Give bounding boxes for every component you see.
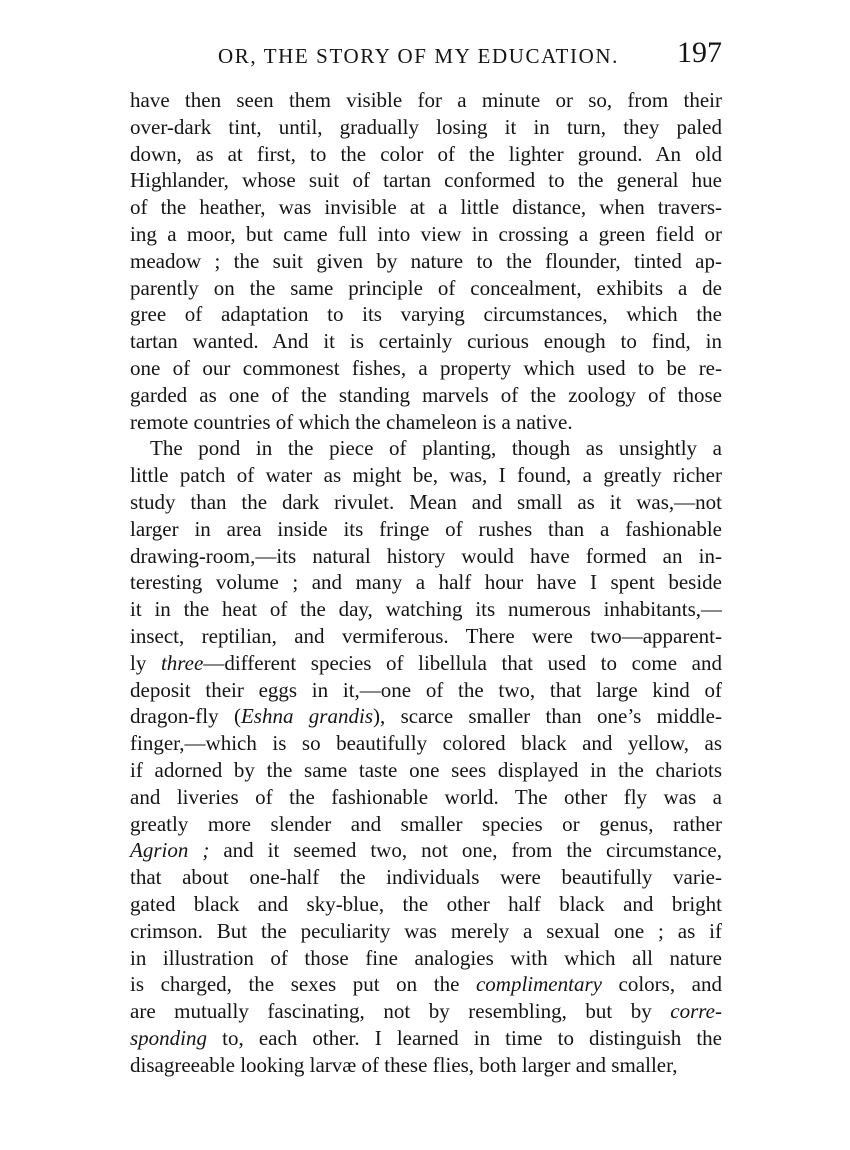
text-line: ly three—different species of libellula that used to come and [130, 650, 722, 675]
italic-text: three [160, 650, 204, 675]
text-line: The pond in the piece of planting, though as unsightly a [150, 436, 722, 461]
text-line: gree of adaptation to its varying circumstances, which the [130, 302, 722, 327]
page-number: 197 [677, 36, 722, 69]
text-line: ing a moor, but came full into view in crossing a green field or [130, 221, 722, 246]
text-line: in illustration of those fine analogies with which all nature [130, 945, 722, 970]
text-line: have then seen them visible for a minute or so, from their [130, 88, 722, 112]
text-line: remote countries of which the chameleon is a native. [130, 409, 573, 434]
text-line: little patch of water as might be, was, I found, a greatly richer [130, 463, 722, 488]
body-text [130, 87, 722, 1078]
text-line: are mutually fascinating, not by resembling, but by corre- [130, 999, 722, 1024]
text-line: Highlander, whose suit of tartan conformed to the general hue [130, 168, 722, 193]
text-line: that about one-half the individuals were beautifully varie- [130, 865, 722, 890]
text-line: if adorned by the same taste one sees displayed in the chariots [130, 757, 722, 782]
text-line: is charged, the sexes put on the complimentary colors, and [130, 972, 722, 997]
text-line: study than the dark rivulet. Mean and small as it was,—not [130, 489, 722, 514]
text-line: meadow ; the suit given by nature to the flounder, tinted ap- [130, 248, 722, 273]
running-head: OR, THE STORY OF MY EDUCATION. [218, 44, 619, 68]
paragraph [130, 435, 722, 1078]
italic-text: Eshna grandis [240, 704, 373, 729]
text-line: crimson. But the peculiarity was merely a sexual one ; as if [130, 918, 722, 943]
text-line: dragon-fly (Eshna grandis), scarce smaller than one’s middle- [130, 704, 722, 729]
text-line: parently on the same principle of concealment, exhibits a de [130, 275, 722, 300]
text-line: deposit their eggs in it,—one of the two, that large kind of [130, 677, 722, 702]
text-line: it in the heat of the day, watching its numerous inhabitants,— [130, 597, 722, 622]
text-line: garded as one of the standing marvels of the zoology of those [130, 382, 722, 407]
text-line: of the heather, was invisible at a little distance, when travers- [130, 195, 722, 220]
text-line: Agrion ; and it seemed two, not one, from the circumstance, [130, 838, 722, 863]
italic-text: Agrion ; [130, 838, 210, 863]
page-header [130, 36, 722, 76]
italic-text: sponding [130, 1025, 208, 1050]
text-line: drawing-room,—its natural history would have formed an in- [130, 543, 722, 568]
text-line: larger in area inside its fringe of rushes than a fashionable [130, 516, 722, 541]
text-line: sponding to, each other. I learned in time to distinguish the [130, 1025, 722, 1050]
text-line: greatly more slender and smaller species or genus, rather [130, 811, 722, 836]
text-line: over-dark tint, until, gradually losing it in turn, they paled [130, 114, 722, 139]
italic-text: complimentary [475, 972, 602, 997]
text-line: and liveries of the fashionable world. The other fly was a [130, 784, 722, 809]
text-line: one of our commonest fishes, a property which used to be re- [130, 355, 722, 380]
text-line: teresting volume ; and many a half hour have I spent beside [130, 570, 722, 595]
text-line: gated black and sky-blue, the other half black and bright [130, 891, 722, 916]
text-line: finger,—which is so beautifully colored black and yellow, as [130, 731, 722, 756]
text-line: down, as at first, to the color of the lighter ground. An old [130, 141, 722, 166]
text-line: insect, reptilian, and vermiferous. There were two—apparent- [130, 623, 722, 648]
text-line: tartan wanted. And it is certainly curious enough to find, in [130, 329, 722, 354]
paragraph [130, 87, 722, 435]
text-line: disagreeable looking larvæ of these flies, both larger and smaller, [130, 1052, 678, 1077]
italic-text: corre- [670, 999, 722, 1024]
